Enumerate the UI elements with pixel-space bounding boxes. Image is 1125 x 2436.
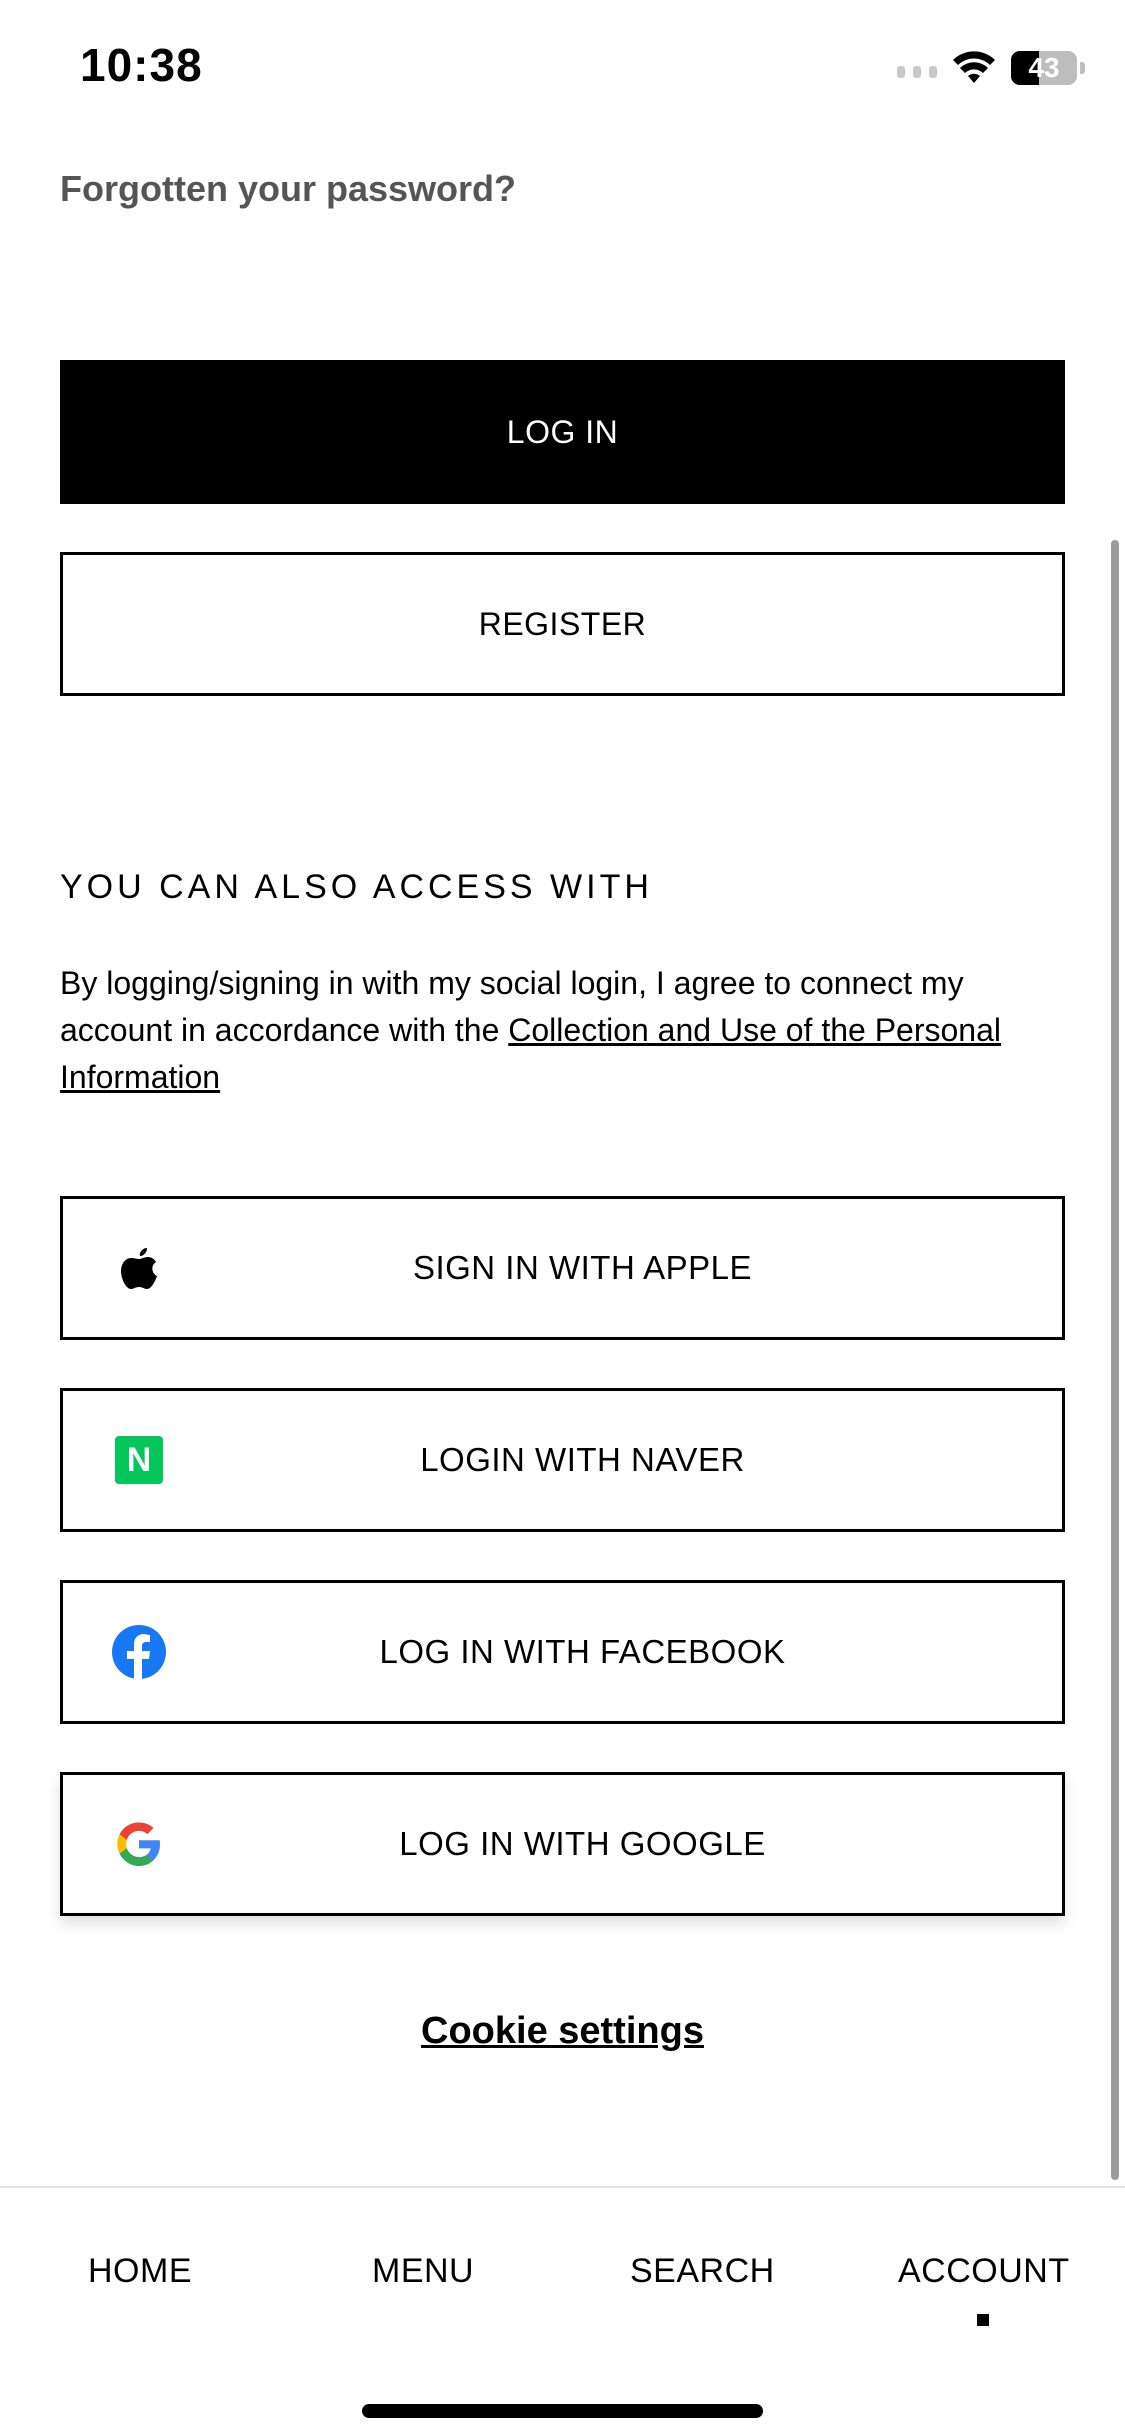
naver-login-button[interactable]	[60, 1388, 1065, 1532]
apple-signin-label: SIGN IN WITH APPLE	[412, 1249, 753, 1286]
naver-icon	[111, 1432, 167, 1488]
naver-logo-letter: N	[115, 1436, 163, 1484]
cookie-settings-link[interactable]: Cookie settings	[421, 2010, 704, 2052]
register-button[interactable]	[60, 552, 1065, 696]
home-indicator[interactable]	[362, 2404, 763, 2418]
google-login-button[interactable]	[60, 1772, 1065, 1916]
login-button[interactable]	[60, 360, 1065, 504]
active-nav-indicator	[977, 2314, 989, 2326]
consent-prefix: By logging/signing in with my social login, I agree to connect my account in accordance with the	[60, 965, 964, 1048]
apple-signin-button[interactable]	[60, 1196, 1065, 1340]
nav-account[interactable]: ACCOUNT	[898, 2252, 1070, 2290]
scrollbar[interactable]	[1111, 540, 1119, 2180]
social-consent-text	[60, 960, 1070, 1101]
register-button-label: REGISTER	[478, 605, 647, 642]
personal-info-link[interactable]: Collection and Use of the Personal Information	[60, 1012, 1001, 1095]
status-icons	[897, 48, 1085, 88]
signal-icon	[897, 58, 937, 78]
battery-tip	[1080, 62, 1085, 74]
login-button-label: LOG IN	[506, 413, 619, 450]
social-section-title: YOU CAN ALSO ACCESS WITH	[60, 868, 653, 906]
battery-icon	[1011, 51, 1077, 85]
forgot-password-link[interactable]: Forgotten your password?	[60, 168, 517, 209]
naver-login-label: LOGIN WITH NAVER	[420, 1441, 745, 1478]
status-time: 10:38	[80, 39, 203, 91]
wifi-icon	[951, 51, 997, 85]
google-login-label: LOG IN WITH GOOGLE	[399, 1825, 766, 1862]
nav-search[interactable]: SEARCH	[630, 2252, 775, 2290]
bottom-navigation	[0, 2186, 1125, 2436]
facebook-icon	[111, 1624, 167, 1680]
battery-percent: 43	[1028, 52, 1060, 83]
facebook-login-label: LOG IN WITH FACEBOOK	[379, 1633, 786, 1670]
google-icon	[111, 1816, 167, 1872]
facebook-login-button[interactable]	[60, 1580, 1065, 1724]
nav-menu[interactable]: MENU	[372, 2252, 475, 2290]
apple-icon	[111, 1240, 167, 1296]
nav-home[interactable]: HOME	[88, 2252, 192, 2290]
